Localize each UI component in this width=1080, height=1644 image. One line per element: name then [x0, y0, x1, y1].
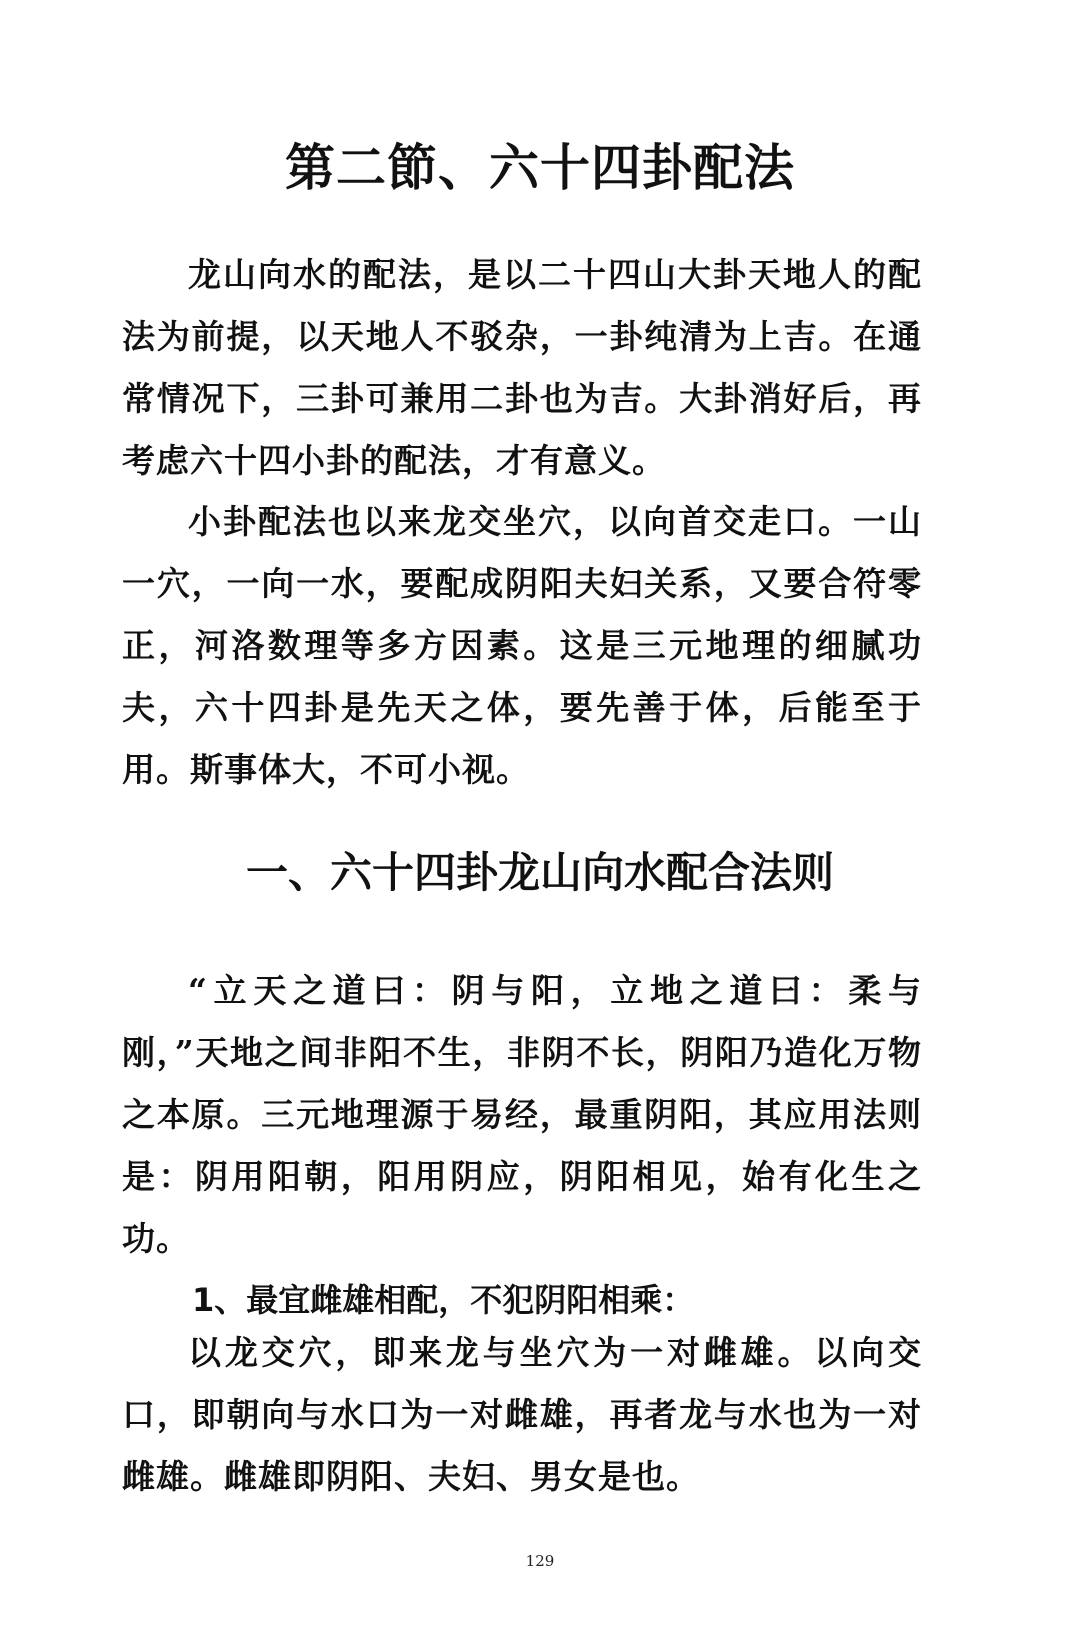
page-number: 129 [525, 1552, 555, 1570]
subsection-paragraph: 以龙交穴，即来龙与坐穴为一对雌雄。以向交口，即朝向与水口为一对雌雄，再者龙与水也为一对雌雄。雌雄即阴阳、夫妇、男女是也。 [122, 1333, 922, 1496]
subsection-heading: 1、最宜雌雄相配，不犯阴阳相乘： [192, 1281, 695, 1319]
page-title: 第二節、六十四卦配法 [285, 139, 795, 197]
section-paragraph: “立天之道曰：阴与阳，立地之道曰：柔与刚，”天地之间非阳不生，非阴不长，阴阳乃造化万物之本原。三元地理源于易经，最重阴阳，其应用法则是：阴用阳朝，阳用阴应，阴阳相见，始有化生之功。 [122, 971, 922, 1258]
intro-paragraph-2: 小卦配法也以来龙交坐穴，以向首交走口。一山一穴，一向一水，要配成阴阳夫妇关系，又要合符零正，河洛数理等多方因素。这是三元地理的细腻功夫，六十四卦是先天之体，要先善于体，后能至于用。斯事体大，不可小视。 [122, 502, 922, 789]
section-heading: 一、六十四卦龙山向水配合法则 [245, 848, 834, 897]
intro-paragraph-1: 龙山向水的配法，是以二十四山大卦天地人的配法为前提，以天地人不驳杂，一卦纯清为上吉。在通常情况下，三卦可兼用二卦也为吉。大卦消好后，再考虑六十四小卦的配法，才有意义。 [122, 255, 922, 480]
